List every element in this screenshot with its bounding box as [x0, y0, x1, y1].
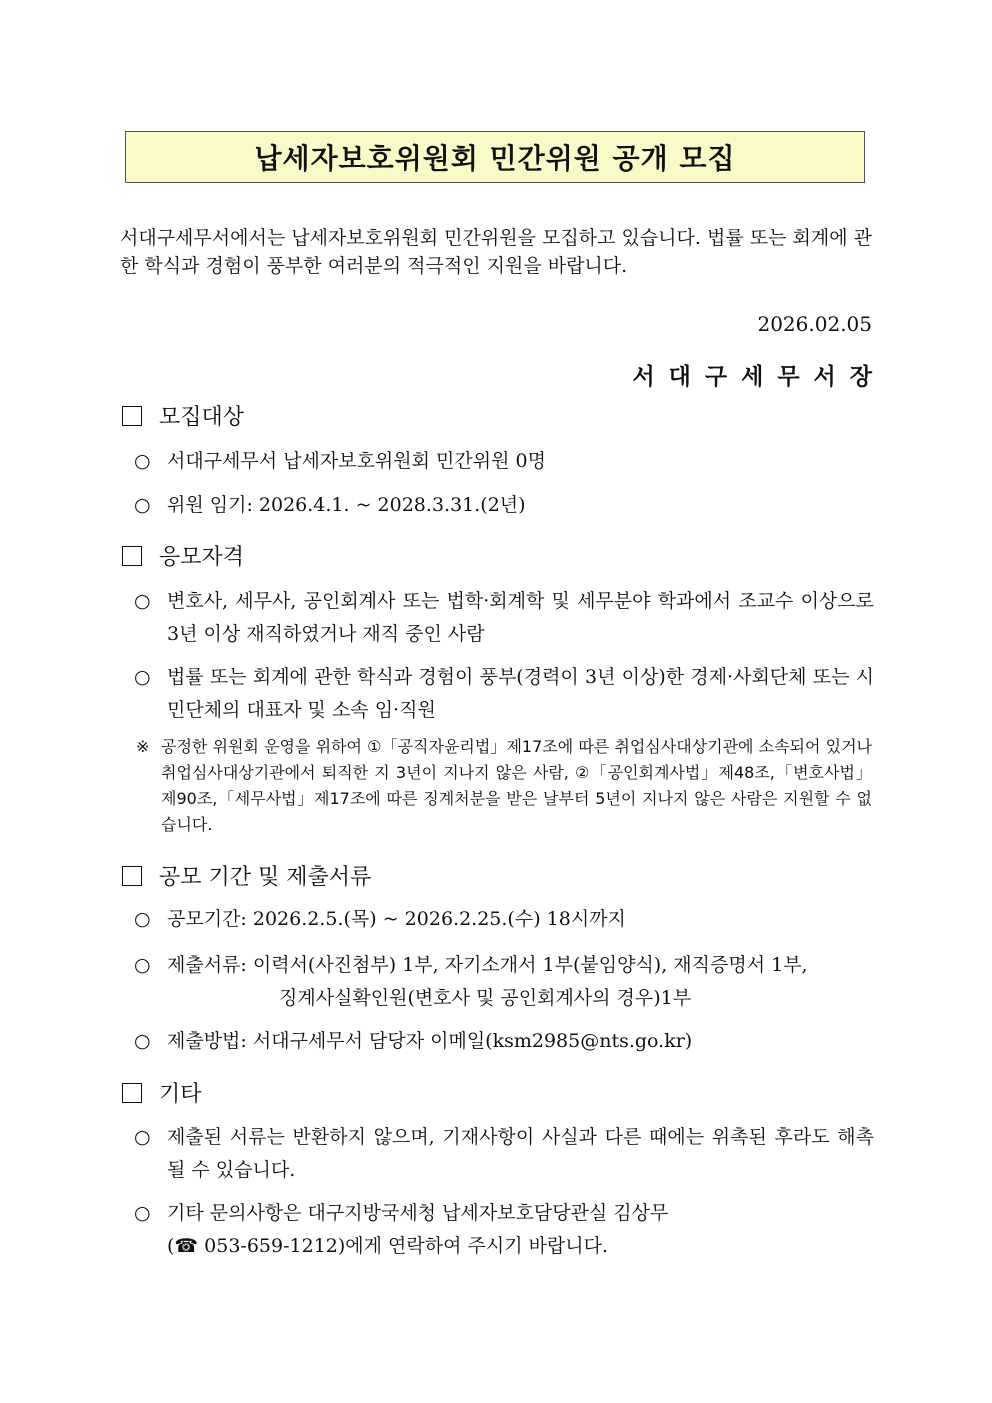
list-item: ○ 제출서류: 이력서(사진첨부) 1부, 자기소개서 1부(붙임양식), 재직증명서 1부, 징계사실확인원(변호사 및 공인회계사의 경우)1부 — [134, 949, 874, 1015]
section-heading-recruitment: 모집대상 — [122, 400, 244, 431]
checkbox-square-icon — [122, 406, 142, 426]
list-item: ○ 기타 문의사항은 대구지방국세청 납세자보호담당관실 김상무 (☎ 053-659-1212)에게 연락하여 주시기 바랍니다. — [134, 1197, 874, 1263]
list-item: ○ 법률 또는 회계에 관한 학식과 경험이 풍부(경력이 3년 이상)한 경제·사회단체 또는 시민단체의 대표자 및 소속 임·직원 — [134, 661, 874, 727]
list-item: ○ 서대구세무서 납세자보호위원회 민간위원 0명 — [134, 445, 874, 478]
intro-paragraph: 서대구세무서에서는 납세자보호위원회 민간위원을 모집하고 있습니다. 법률 또는 회계에 관한 학식과 경험이 풍부한 여러분의 적극적인 지원을 바랍니다. — [120, 227, 872, 277]
section-heading-period-documents: 공모 기간 및 제출서류 — [122, 860, 371, 891]
circle-bullet-icon: ○ — [134, 450, 151, 472]
circle-bullet-icon: ○ — [134, 494, 151, 516]
circle-bullet-icon: ○ — [134, 666, 151, 688]
eligibility-note: ※ 공정한 위원회 운영을 위하여 ①「공직자윤리법」제17조에 따른 취업심사대상기관에 소속되어 있거나 취업심사대상기관에서 퇴직한 지 3년이 지나지 않은 사람, ②「공인회계사법」제48조,「변호사법」제90조,「세무사법」제17조에 따른 징계처분을 받은 날부터 5년이 지나지 않은 사람은 지원할 수 없습니다. — [136, 734, 872, 838]
list-item: ○ 위원 임기: 2026.4.1. ~ 2028.3.31.(2년) — [134, 489, 874, 522]
list-item: ○ 제출방법: 서대구세무서 담당자 이메일(ksm2985@nts.go.kr) — [134, 1025, 874, 1058]
notice-date: 2026.02.05 — [757, 312, 872, 336]
checkbox-square-icon — [122, 546, 142, 566]
checkbox-square-icon — [122, 866, 142, 886]
page-title: 납세자보호위원회 민간위원 공개 모집 — [254, 142, 736, 175]
note-mark: ※ — [136, 737, 150, 756]
circle-bullet-icon: ○ — [134, 954, 151, 976]
contact-phone: 053-659-1212)에게 연락하여 주시기 바랍니다. — [204, 1235, 609, 1257]
circle-bullet-icon: ○ — [134, 1126, 151, 1148]
section-heading-qualification: 응모자격 — [122, 540, 244, 571]
circle-bullet-icon: ○ — [134, 1030, 151, 1052]
section-heading-etc: 기타 — [122, 1077, 202, 1108]
circle-bullet-icon: ○ — [134, 1202, 151, 1224]
list-item: ○ 변호사, 세무사, 공인회계사 또는 법학·회계학 및 세무분야 학과에서 조교수 이상으로 3년 이상 재직하였거나 재직 중인 사람 — [134, 585, 874, 651]
signature: 서대구세무서장 — [632, 363, 886, 390]
list-item: ○ 공모기간: 2026.2.5.(목) ~ 2026.2.25.(수) 18시까지 — [134, 903, 874, 936]
checkbox-square-icon — [122, 1083, 142, 1103]
title-banner — [125, 131, 865, 183]
circle-bullet-icon: ○ — [134, 590, 151, 612]
list-item: ○ 제출된 서류는 반환하지 않으며, 기재사항이 사실과 다른 때에는 위촉된 후라도 해촉될 수 있습니다. — [134, 1121, 874, 1187]
phone-icon: ☎ — [174, 1235, 199, 1257]
circle-bullet-icon: ○ — [134, 908, 151, 930]
